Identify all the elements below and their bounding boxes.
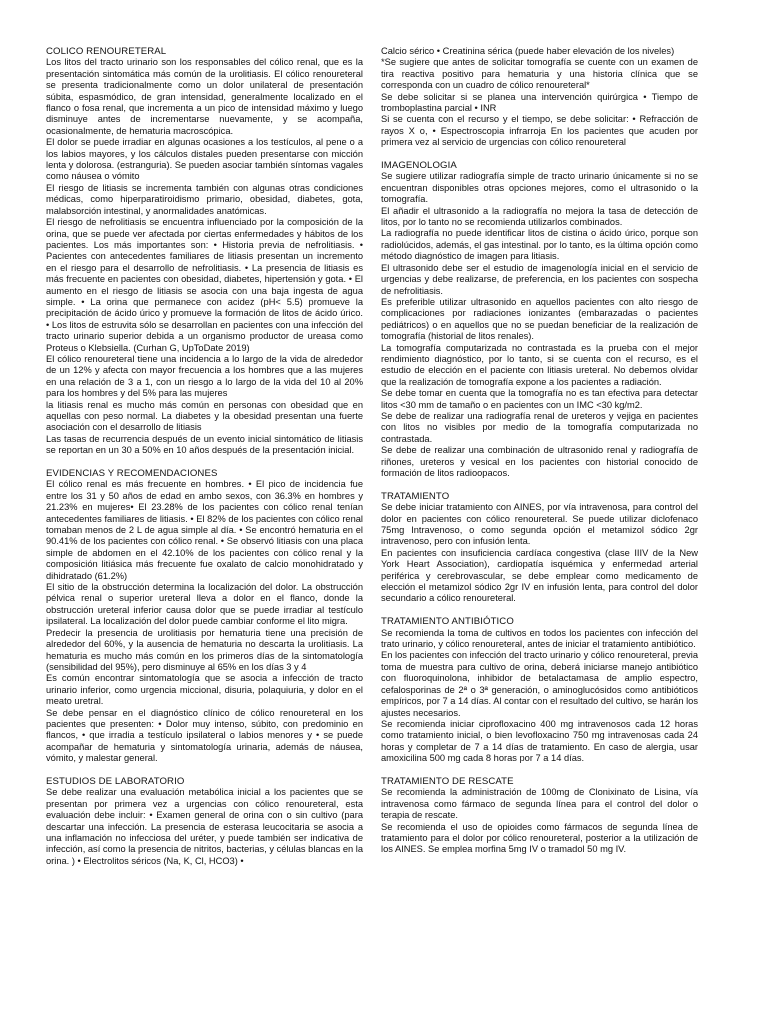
paragraph: Los litos del tracto urinario son los responsables del cólico renal, que es la presentación sintomática más común de la urolitiasis. El cólico renoureteral se presenta tradicionalmente como un dolor unilateral de presentación súbita, espasmódico, de gran intensidad, generalmente localizado en el flanco o fosa renal, que incrementa a un pico de intensidad máximo y luego disminuye antes de incrementarse nuevamente, y se acompaña, ocasionalmente, de hematuria macroscópica. bbox=[46, 57, 363, 136]
paragraph: El añadir el ultrasonido a la radiografía no mejora la tasa de detección de litos, por lo tanto no se recomienda utilizarlos combinados. bbox=[381, 205, 698, 228]
paragraph: Si se cuenta con el recurso y el tiempo, se debe solicitar: • Refracción de rayos X o, • Espectroscopia infrarroja En los pacientes que acuden por primera vez al servicio de urgencias con cólico renoureteral bbox=[381, 114, 698, 148]
paragraph: El dolor se puede irradiar en algunas ocasiones a los testículos, al pene o a los labios mayores, y los cálculos distales pueden presentarse con micción lenta y dolorosa. (estranguria). Se pueden asociar también síntomas vagales como náusea o vómito bbox=[46, 137, 363, 182]
spacer bbox=[46, 457, 363, 468]
spacer bbox=[381, 479, 698, 490]
paragraph: El cólico renoureteral tiene una incidencia a lo largo de la vida de alrededor de un 12% y afecta con mayor frecuencia a los hombres que a las mujeres en una relación de 3 a 1, con un riesgo a lo largo de la vida del 10 al 20% para los hombres y del 5% para las mujeres bbox=[46, 353, 363, 399]
spacer bbox=[381, 605, 698, 616]
paragraph: El sitio de la obstrucción determina la localización del dolor. La obstrucción pélvica renal o superior ureteral lleva a dolor en el flanco, donde la obstrucción ureteral inferior causa dolor que se puede irradiar al testículo ipsilateral. La localización del dolor puede cambiar conforme el lito migra. bbox=[46, 582, 363, 627]
paragraph: Se debe de realizar una radiografía renal de ureteros y vejiga en pacientes con litos no visibles por medio de la tomografía computarizada no contrastada. bbox=[381, 410, 698, 444]
left-column bbox=[46, 46, 363, 1024]
spacer bbox=[381, 149, 698, 160]
paragraph: Se recomienda la toma de cultivos en todos los pacientes con infección del trato urinario, y cólico renoureteral, antes de iniciar el tratamiento antibiótico. bbox=[381, 627, 698, 650]
section-title-colico: COLICO RENOURETERAL bbox=[46, 46, 167, 57]
spacer bbox=[46, 765, 363, 776]
paragraph: Se recomienda la administración de 100mg de Clonixinato de Lisina, vía intravenosa como fármaco de segunda línea para el control del dolor o terapia de rescate. bbox=[381, 787, 698, 821]
paragraph: Se debe tomar en cuenta que la tomografía no es tan efectiva para detectar litos <30 mm de tamaño o en pacientes con un IMC <30 kg/m2. bbox=[381, 388, 698, 410]
paragraph: La tomografía computarizada no contrastada es la prueba con el mejor rendimiento diagnóstico, por lo tanto, si se cuenta con el recurso, es el estudio de elección en el paciente con litiasis ureteral. No debemos olvidar que la realización de tomografía expone a los pacientes a radiación. bbox=[381, 342, 698, 387]
paragraph: Es preferible utilizar ultrasonido en aquellos pacientes con alto riesgo de complicaciones por radiaciones ionizantes (embarazadas o pacientes pediátricos) o en aquellos que no se puedan beneficiar de la realización de tomografía (historial de litos renales). bbox=[381, 296, 698, 342]
paragraph: Se debe realizar una evaluación metabólica inicial a los pacientes que se presentan por primera vez a urgencias con cólico renoureteral, esta evaluación debe incluir: • Examen general de orina con o sin cultivo (para descartar una infección. La presencia de esterasa leucocitaria se asocia a una inflamación no infecciosa del uréter, y puede también ser indicativa de infección, así como la presencia de nitritos, bacterias, y células blancas en la orina. ) • Electrolitos séricos (Na, K, Cl, HCO3) • bbox=[46, 787, 363, 866]
section-title-antibiotico: TRATAMIENTO ANTIBIÓTICO bbox=[381, 616, 514, 628]
paragraph: Predecir la presencia de urolitiasis por hematuria tiene una precisión de alrededor del 60%, y la ausencia de hematuria no descarta la urolitiasis. La hematuria es mucho más común en los primeros días de la sintomatología (sensibilidad del 95%), pero disminuye al 65% en los días 3 y 4 bbox=[46, 627, 363, 672]
paragraph: Calcio sérico • Creatinina sérica (puede haber elevación de los niveles) bbox=[381, 46, 675, 56]
paragraph: El ultrasonido debe ser el estudio de imagenología inicial en el servicio de urgencias y debe realizarse, de preferencia, en los pacientes con sospecha de nefrolitiasis. bbox=[381, 262, 698, 296]
spacer bbox=[381, 765, 698, 776]
section-title-imagenologia: IMAGENOLOGIA bbox=[381, 160, 457, 172]
paragraph: En pacientes con insuficiencia cardíaca congestiva (clase IIIV de la New York Heart Association), cardiopatía isquémica y enfermedad arterial periférica y cerebrovascular, se debe emplear como medicamento de elección el metamizol sódico 2gr IV en infusión lenta, para control del dolor secundario a cólico renoureteral. bbox=[381, 547, 698, 604]
paragraph: Se debe pensar en el diagnóstico clínico de cólico renoureteral en los pacientes que presenten: • Dolor muy intenso, súbito, con predominio en flancos, • que irradia a testículo ipsilateral o labios menores y • se puede acompañar de hematuria y sintomatología urinaria, además de náusea, vómito, y malestar general. bbox=[46, 707, 363, 764]
paragraph: Se debe de realizar una combinación de ultrasonido renal y radiografía de riñones, ureteros y vesical en los pacientes con historial conocido de formación de litos radioopacos. bbox=[381, 445, 698, 479]
paragraph: El riesgo de nefrolitiasis se encuentra influenciado por la composición de la orina, que se puede ver afectada por ciertas enfermedades y hábitos de los pacientes. Los más importantes son: • Historia previa de nefrolitiasis. • Pacientes con antecedentes familiares de litiasis presentan un incremento en el riesgo para el desarrollo de nefrolitiasis. • La presencia de litiasis es más frecuente en pacientes con obesidad, diabetes, hipertensión y gota. • El aumento en el riesgo de litiasis se asocia con una baja ingesta de agua simple. • La orina que permanece con acidez (pH< 5.5) promueve la precipitación de ácido úrico y promueve la formación de litos de ácido úrico. • Los litos de estruvita sólo se desarrollan en pacientes con una infección del tracto urinario superior debida a un organismo productor de ureasa como Proteus o Klebsiella. (Curhan G, UpToDate 2019) bbox=[46, 217, 363, 353]
paragraph: El cólico renal es más frecuente en hombres. • El pico de incidencia fue entre los 31 y 50 años de edad en ambo sexos, con 36.3% en hombres y 21.23% en mujeres• El 23.28% de los pacientes con cólico renal tenían antecedentes familiares de litiasis. • El 82% de los pacientes con cólico renal tomaban menos de 2 L de agua simple al día. • Se encontró hematuria en el 90.41% de los pacientes con cólico renal. • Se observó litiasis con una placa simple de abdomen en el 42.10% de los pacientes con cólico renal y la composición litiásica más frecuente fue oxalato de calcio monohidratado y dihidratado (61.2%) bbox=[46, 479, 363, 581]
section-title-laboratorio: ESTUDIOS DE LABORATORIO bbox=[46, 775, 185, 787]
paragraph: Las tasas de recurrencia después de un evento inicial sintomático de litiasis se reportan en un 30 a 50% en 10 años después de la presentación inicial. bbox=[46, 433, 363, 456]
paragraph: El riesgo de litiasis se incrementa también con algunas otras condiciones médicas, como hiperparatiroidismo primario, obesidad, diabetes, gota, malabsorción intestinal, y anormalidades anatómicas. bbox=[46, 182, 363, 216]
paragraph: Se debe solicitar si se planea una intervención quirúrgica • Tiempo de tromboplastina parcial • INR bbox=[381, 91, 698, 114]
paragraph: Es común encontrar sintomatología que se asocia a infección de tracto urinario inferior, como urgencia miccional, disuria, polaquiuria, y dolor en el meato uretral. bbox=[46, 673, 363, 707]
paragraph: Se debe iniciar tratamiento con AINES, por vía intravenosa, para control del dolor en pacientes con cólico renoureteral. Se puede utilizar diclofenaco 75mg Intravenoso, o como segunda opción el metamizol sódico 2gr intravenoso, pero con infusión lenta. bbox=[381, 502, 698, 547]
section-title-tratamiento: TRATAMIENTO bbox=[381, 490, 450, 502]
paragraph: la litiasis renal es mucho más común en personas con obesidad que en aquellas con peso normal. La diabetes y la obesidad presentan una fuerte asociación con el desarrollo de litiasis bbox=[46, 399, 363, 433]
paragraph: Se recomienda el uso de opioides como fármacos de segunda línea de tratamiento para el dolor por cólico renoureteral, posterior a la utilización de los AINES. Se emplea morfina 5mg IV o tramadol 50 mg IV. bbox=[381, 821, 698, 855]
right-column bbox=[381, 46, 698, 1024]
paragraph: En los pacientes con infección del tracto urinario y cólico renoureteral, previa toma de muestra para cultivo de orina, deberá iniciarse manejo antibiótico con fluoroquinolona, inhibidor de betalactamasa de amplio espectro, cefalosporinas de 2ª o 3ª generación, o aminoglucósidos como antibióticos empíricos, por 7 a 14 días. Al contar con el resultado del cultivo, se harán los ajustes necesarios. bbox=[381, 650, 698, 718]
paragraph: La radiografía no puede identificar litos de cistina o ácido úrico, porque son radiolúcidos, además, el gas intestinal. por lo tanto, es la última opción como método diagnóstico de imagen para litiasis. bbox=[381, 228, 698, 262]
paragraph: Se recomienda iniciar ciprofloxacino 400 mg intravenosos cada 12 horas como tratamiento inicial, o bien levofloxacino 750 mg intravenosas cada 24 horas y completar de 7 a 14 días de tratamiento. En caso de alergia, usar amoxicilina 500 mg cada 8 horas por 7 a 14 días. bbox=[381, 718, 698, 764]
section-title-rescate: TRATAMIENTO DE RESCATE bbox=[381, 775, 514, 787]
section-title-evidencias: EVIDENCIAS Y RECOMENDACIONES bbox=[46, 468, 218, 480]
paragraph: Se sugiere utilizar radiografía simple de tracto urinario únicamente si no se encuentran disponibles otras opciones mejores, como el ultrasonido o la tomografía. bbox=[381, 171, 698, 205]
paragraph: *Se sugiere que antes de solicitar tomografía se cuente con un examen de tira reactiva positivo para hematuria y una historia clínica que se corresponda con un cuadro de cólico renoureteral* bbox=[381, 57, 698, 91]
